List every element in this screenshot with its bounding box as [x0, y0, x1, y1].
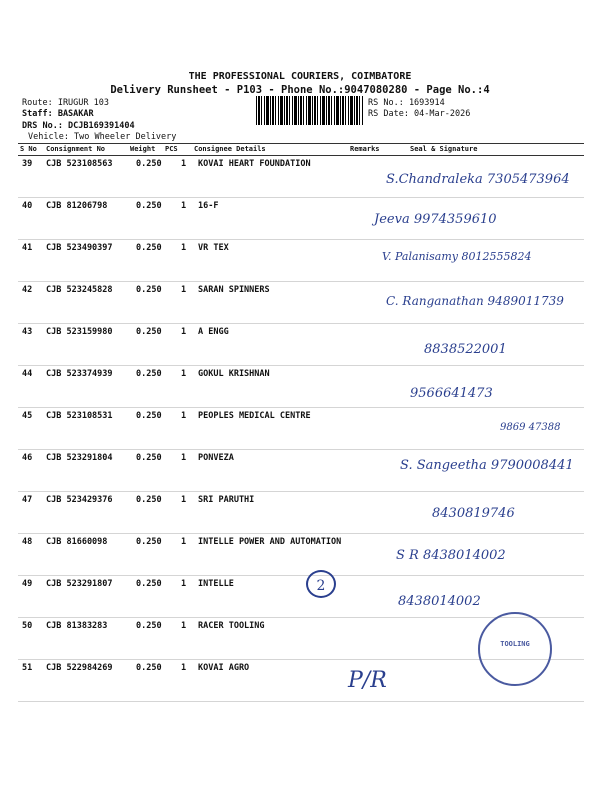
row-sno: 47 — [22, 495, 33, 505]
row-signature: P/R — [348, 668, 387, 693]
row-weight: 0.250 — [136, 369, 162, 379]
row-signature: V. Palanisamy 8012555824 — [382, 250, 532, 263]
row-pcs: 1 — [181, 537, 187, 547]
table-row — [0, 198, 600, 240]
row-weight: 0.250 — [136, 537, 162, 547]
row-consignment: CJB 523108531 — [46, 411, 113, 421]
col-weight-header: Weight — [130, 145, 156, 153]
rs-date: RS Date: 04-Mar-2026 — [368, 109, 471, 119]
row-consignee: GOKUL KRISHNAN — [198, 369, 270, 379]
row-consignee: KOVAI AGRO — [198, 663, 250, 673]
table-row — [0, 408, 600, 450]
table-row — [0, 240, 600, 282]
row-consignment: CJB 523291807 — [46, 579, 113, 589]
row-divider — [18, 701, 584, 702]
row-consignee: INTELLE — [198, 579, 234, 589]
row-sno: 42 — [22, 285, 33, 295]
row-consignee: RACER TOOLING — [198, 621, 265, 631]
row-pcs: 1 — [181, 285, 187, 295]
row-signature: 8430819746 — [432, 506, 515, 521]
row-pcs: 1 — [181, 579, 187, 589]
row-sno: 48 — [22, 537, 33, 547]
row-consignee: SRI PARUTHI — [198, 495, 255, 505]
row-pcs: 1 — [181, 411, 187, 421]
row-weight: 0.250 — [136, 327, 162, 337]
row-weight: 0.250 — [136, 579, 162, 589]
row-pcs: 1 — [181, 453, 187, 463]
row-consignee: A ENGG — [198, 327, 229, 337]
row-weight: 0.250 — [136, 495, 162, 505]
drs-number: DRS No.: DCJB169391404 — [22, 121, 135, 131]
row-pcs: 1 — [181, 495, 187, 505]
row-sno: 51 — [22, 663, 33, 673]
row-consignee: KOVAI HEART FOUNDATION — [198, 159, 311, 169]
row-weight: 0.250 — [136, 201, 162, 211]
row-consignment: CJB 81660098 — [46, 537, 108, 547]
row-consignee: VR TEX — [198, 243, 229, 253]
row-signature: 8838522001 — [424, 342, 507, 357]
vehicle-label: Vehicle: Two Wheeler Delivery — [28, 132, 177, 142]
col-consignment-header: Consignment No — [46, 145, 106, 153]
row-sno: 44 — [22, 369, 33, 379]
row-signature: 9566641473 — [410, 386, 493, 401]
row-pcs: 1 — [181, 327, 187, 337]
table-row — [0, 534, 600, 576]
row-consignee: SARAN SPINNERS — [198, 285, 270, 295]
row-consignment: CJB 81383283 — [46, 621, 108, 631]
row-signature: 9869 47388 — [500, 422, 561, 433]
company-title: THE PROFESSIONAL COURIERS, COIMBATORE — [188, 71, 412, 82]
row-pcs: 1 — [181, 243, 187, 253]
table-row — [0, 156, 600, 198]
row-consignment: CJB 81206798 — [46, 201, 108, 211]
col-sno-header: S No — [20, 145, 37, 153]
row-weight: 0.250 — [136, 453, 162, 463]
row-sno: 43 — [22, 327, 33, 337]
header-top-rule — [18, 143, 584, 144]
row-consignment: CJB 523245828 — [46, 285, 113, 295]
row-sno: 39 — [22, 159, 33, 169]
table-row — [0, 282, 600, 324]
row-sno: 40 — [22, 201, 33, 211]
row-weight: 0.250 — [136, 663, 162, 673]
row-sno: 45 — [22, 411, 33, 421]
row-sno: 46 — [22, 453, 33, 463]
row-pcs: 1 — [181, 369, 187, 379]
table-row — [0, 450, 600, 492]
runsheet-title: Delivery Runsheet - P103 - Phone No.:9047080280 - Page No.:4 — [110, 84, 490, 96]
row-signature: Jeeva 9974359610 — [374, 212, 497, 227]
row-pcs: 1 — [181, 663, 187, 673]
row-consignee: PONVEZA — [198, 453, 234, 463]
row-signature: C. Ranganathan 9489011739 — [386, 294, 564, 308]
col-consignee-header: Consignee Details — [194, 145, 266, 153]
row-pcs: 1 — [181, 159, 187, 169]
row-sno: 49 — [22, 579, 33, 589]
row-pcs: 1 — [181, 621, 187, 631]
row-signature: S R 8438014002 — [396, 548, 506, 563]
table-row — [0, 492, 600, 534]
staff-label: Staff: BASAKAR — [22, 109, 94, 119]
row-consignment: CJB 523291804 — [46, 453, 113, 463]
row-consignment: CJB 523374939 — [46, 369, 113, 379]
row-consignment: CJB 523159980 — [46, 327, 113, 337]
col-seal-header: Seal & Signature — [410, 145, 478, 153]
row-weight: 0.250 — [136, 411, 162, 421]
row-sno: 41 — [22, 243, 33, 253]
table-row — [0, 324, 600, 366]
row-consignee: 16-F — [198, 201, 219, 211]
row-consignee: PEOPLES MEDICAL CENTRE — [198, 411, 311, 421]
table-row — [0, 366, 600, 408]
col-remarks-header: Remarks — [350, 145, 380, 153]
row-consignment: CJB 523108563 — [46, 159, 113, 169]
route-label: Route: IRUGUR 103 — [22, 98, 109, 108]
row-signature: S.Chandraleka 7305473964 — [386, 172, 570, 187]
rs-number: RS No.: 1693914 — [368, 98, 445, 108]
company-stamp: TOOLING — [478, 612, 552, 686]
row-weight: 0.250 — [136, 621, 162, 631]
circled-number-mark: 2 — [306, 570, 336, 598]
row-consignment: CJB 523490397 — [46, 243, 113, 253]
row-weight: 0.250 — [136, 243, 162, 253]
row-consignment: CJB 523429376 — [46, 495, 113, 505]
row-consignee: INTELLE POWER AND AUTOMATION — [198, 537, 342, 547]
row-weight: 0.250 — [136, 159, 162, 169]
row-sno: 50 — [22, 621, 33, 631]
row-consignment: CJB 522984269 — [46, 663, 113, 673]
row-weight: 0.250 — [136, 285, 162, 295]
row-pcs: 1 — [181, 201, 187, 211]
row-signature: 8438014002 — [398, 594, 481, 609]
row-signature: S. Sangeetha 9790008441 — [400, 458, 574, 473]
barcode-image — [256, 96, 364, 125]
col-pcs-header: PCS — [165, 145, 178, 153]
